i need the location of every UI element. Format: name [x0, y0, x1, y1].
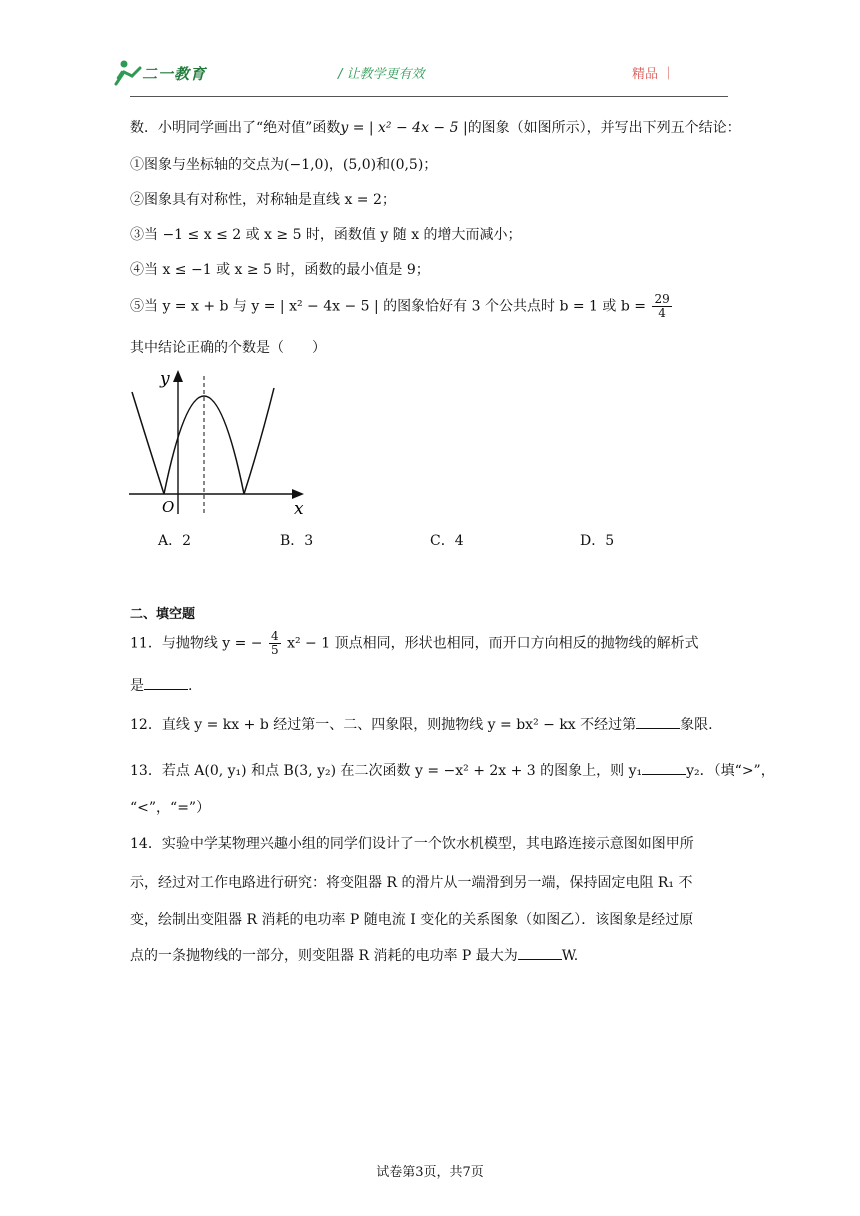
q10-conclusion-1: ①图象与坐标轴的交点为(−1,0)，(5,0)和(0,5)； [130, 157, 438, 173]
q10-intro: 数．小明同学画出了“绝对值”函数y = | x² − 4x − 5 |的图象（如图所示），并写出下列五个结论： [130, 120, 741, 136]
option-b: B．3 [280, 533, 314, 549]
q10-conclusion-3: ③当 −1 ≤ x ≤ 2 或 x ≥ 5 时，函数值 y 随 x 的增大而减小； [130, 227, 522, 243]
q10-function-graph [124, 362, 310, 522]
q11-line-2: 是 . [130, 675, 192, 696]
option-a: A．2 [158, 533, 192, 549]
q11-line-1: 11．与抛物线 y = − $\frac{4}{5}$ x² − 1 顶点相同，形状也相同，而开口方向相反的抛物线的解析式 [130, 629, 699, 657]
x-axis-arrow [292, 489, 304, 499]
curve-left-branch [132, 392, 164, 494]
q10-conclusion-4: ④当 x ≤ −1 或 x ≥ 5 时，函数的最小值是 9； [130, 262, 430, 278]
answer-blank [642, 760, 686, 775]
page-footer: 试卷第3页，共7页 [376, 1165, 484, 1180]
y-axis-arrow [173, 370, 183, 382]
q10-conclusion-5: ⑤当 y = x + b 与 y = | x² − 4x − 5 | 的图象恰好有 3 个公共点时 b = 1 或 b = $\frac{29}{4}$ [130, 292, 670, 320]
origin-label: O [162, 498, 175, 516]
q13-line-2: “<”，“=”） [130, 800, 211, 816]
q14-line-2: 示，经过对工作电路进行研究：将变阻器 R 的滑片从一端滑到另一端，保持固定电阻 R₁ 不 [130, 875, 693, 891]
q14-line-4: 点的一条抛物线的一部分，则变阻器 R 消耗的电功率 P 最大为 W. [130, 945, 578, 966]
section-title: 二、填空题 [130, 607, 196, 622]
q10-conclusion-2: ②图象具有对称性，对称轴是直线 x = 2； [130, 192, 396, 208]
curve-right-branch [244, 388, 274, 494]
q12: 12．直线 y = kx + b 经过第一、二、四象限，则抛物线 y = bx² − kx 不经过第 象限. [130, 714, 713, 735]
y-axis-label: y [160, 369, 170, 389]
answer-blank [144, 675, 188, 690]
header-divider [130, 96, 728, 97]
q10-prompt: 其中结论正确的个数是（ ） [130, 340, 326, 356]
curve-middle-arch [164, 396, 244, 494]
answer-blank [636, 714, 680, 729]
q14-line-1: 14．实验中学某物理兴趣小组的同学们设计了一个饮水机模型，其电路连接示意图如图甲所 [130, 836, 694, 852]
brand-name: 二一教育 [142, 65, 207, 83]
q14-line-3: 变，绘制出变阻器 R 消耗的电功率 P 随电流 I 变化的关系图象（如图乙）．该图象是经过原 [130, 912, 694, 928]
option-d: D．5 [580, 533, 615, 549]
q13-line-1: 13．若点 A(0, y₁) 和点 B(3, y₂) 在二次函数 y = −x² + 2x + 3 的图象上，则 y₁ y₂．（填“>”， [130, 760, 775, 781]
option-c: C．4 [430, 533, 464, 549]
header-slogan: / 让教学更有效 [338, 67, 425, 82]
x-axis-label: x [294, 499, 304, 519]
header-badge: 精品 ｜ [632, 67, 676, 82]
answer-blank [518, 945, 562, 960]
